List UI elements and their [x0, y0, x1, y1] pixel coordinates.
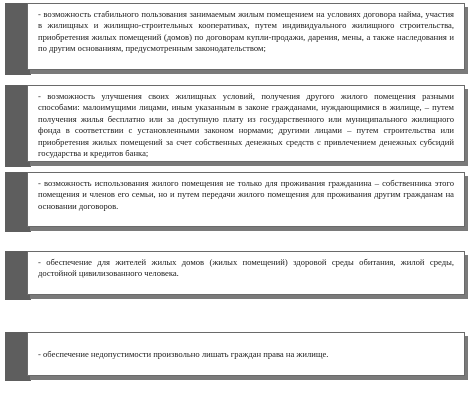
list-item [5, 85, 468, 167]
list-item [5, 251, 468, 300]
item-box [27, 172, 465, 227]
item-box [27, 3, 465, 70]
list-item [5, 3, 468, 75]
item-box [27, 85, 465, 162]
item-text: - возможность улучшения своих жилищных условий, получения другого жилого помещения разными способами: малоимущими лицами, иным указанным в законе гражданами, нуждающимися в жилище, – путем получения жилья бесплатно или за доступную плату из государственного или муниципального жилищного фонда в соответствии с установленными законом нормами; другими лицами – путем строительства или приобретения жилых помещений за счет собственных денежных средств с привлечением денежных субсидий государства и кредитов банка; [38, 91, 454, 159]
item-text: - возможность стабильного пользования занимаемым жилым помещением на условиях договора найма, участия в жилищных и жилищно-строительных кооперативах, путем индивидуального жилищного строительства, приобретения жилых помещений (домов) по договорам купли-продажи, дарения, мены, а также наследования и по другим основаниям, предусмотренным законодательством; [38, 9, 454, 54]
item-box [27, 251, 465, 295]
item-box [27, 332, 465, 376]
item-text: - обеспечение недопустимости произвольно лишать граждан права на жилище. [38, 349, 329, 359]
item-text: - обеспечение для жителей жилых домов (жилых помещений) здоровой среды обитания, жилой среды, достойной цивилизованного человека. [38, 257, 454, 279]
list-item [5, 332, 468, 381]
item-text: - возможность использования жилого помещения не только для проживания гражданина – собственника этого помещения и членов его семьи, но и путем передачи жилого помещения для проживания другим гражданам на основании договоров. [38, 178, 454, 211]
list-item [5, 172, 468, 232]
